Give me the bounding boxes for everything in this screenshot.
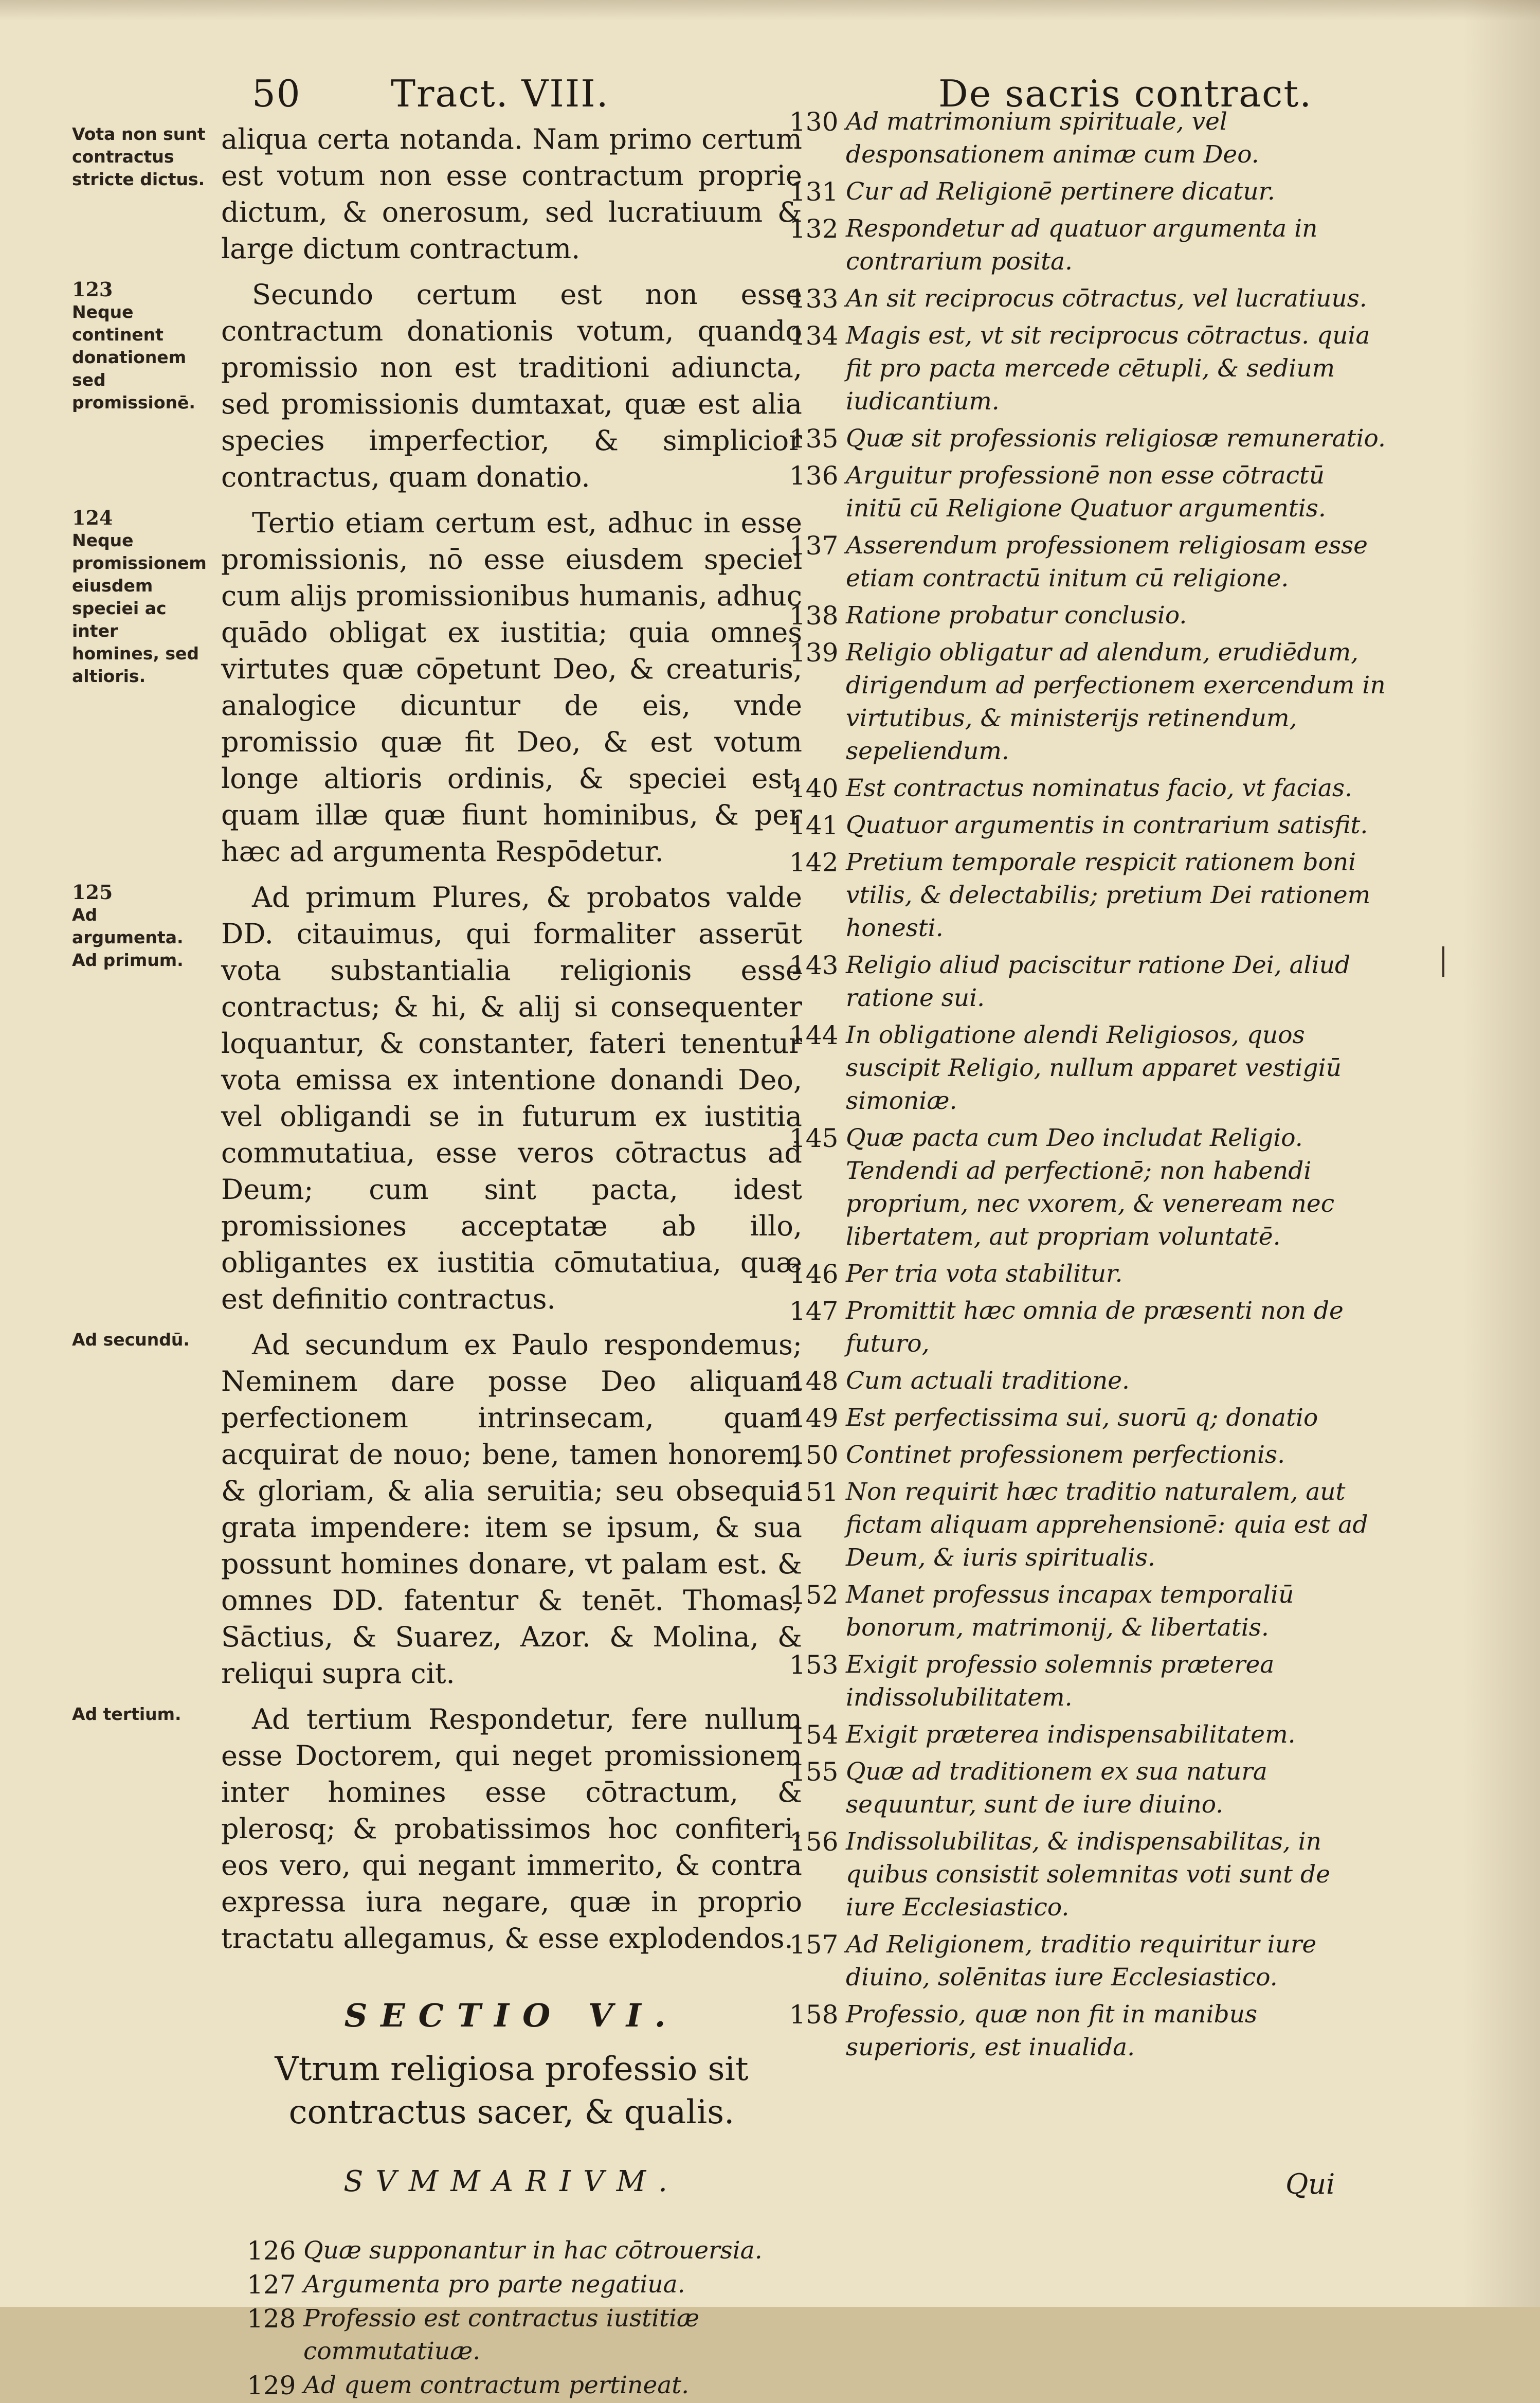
summary-item-number: 156 — [789, 1827, 839, 1857]
summary-item-text: In obligatione alendi Religiosos, quos suscipit Religio, nullum apparet vestigiū simoniæ. — [846, 1021, 1342, 1115]
paragraph — [72, 1701, 802, 1957]
summary-item — [789, 1295, 1386, 1360]
summary-item — [789, 1402, 1386, 1434]
summary-item-number: 151 — [789, 1477, 839, 1507]
summary-item-number: 135 — [789, 424, 839, 454]
summary-item-number: 150 — [789, 1440, 839, 1470]
margin-note-text: Ad secundū. — [72, 1330, 190, 1350]
summary-item — [789, 422, 1386, 455]
summary-item-text: Indissolubilitas, & indispensabilitas, in quibus consistit solemnitas voti sunt de iure Ecclesiastico. — [846, 1827, 1330, 1922]
right-column — [789, 105, 1386, 2068]
summary-item-text: Quæ ad traditionem ex sua natura sequuntur, sunt de iure diuino. — [846, 1758, 1267, 1819]
summary-item — [789, 1755, 1386, 1821]
summary-item-number: 128 — [247, 2304, 296, 2334]
summary-item-number: 139 — [789, 638, 839, 668]
margin-note — [72, 507, 211, 688]
summary-item-text: Ad Religionem, traditio requiritur iure diuino, solēnitas iure Ecclesiastico. — [846, 1930, 1317, 1992]
summary-item-number: 127 — [247, 2270, 296, 2300]
paragraph-text: Ad tertium Respondetur, fere nullum esse Doctorem, qui neget promissionem inter homines esse cōtractum, & plerosq; & probatissimos hoc confiteri, eos vero, qui negant immerito, & contra expressa iura negare, quæ in proprio tractatu allegamus, & esse explodendos. — [221, 1703, 802, 1954]
summary-item — [789, 1476, 1386, 1574]
margin-note — [72, 1703, 211, 1726]
margin-note — [72, 1329, 211, 1351]
summary-item — [789, 529, 1386, 595]
margin-note-text: Ad tertium. — [72, 1704, 182, 1724]
summary-item-number: 143 — [789, 951, 839, 980]
page-top-shadow — [0, 0, 1540, 21]
summary-item-text: Professio est contractus iustitiæ commutatiuæ. — [303, 2304, 700, 2365]
margin-number: 123 — [72, 278, 113, 301]
summary-item-number: 149 — [789, 1403, 839, 1433]
summary-item-text: Exigit professio solemnis præterea indissolubilitatem. — [846, 1651, 1275, 1712]
summary-item-number: 144 — [789, 1020, 839, 1050]
summary-item — [247, 2302, 802, 2368]
paragraph-text: Ad secundum ex Paulo respondemus; Neminem dare posse Deo aliquam perfectionem intrinsecam, quam acquirat de nouo; bene, tamen honorem, & gloriam, & alia seruitia; seu obsequia grata impendere: item se ipsum, & sua possunt homines donare, vt palam est. & omnes DD. fatentur & tenēt. Thomas, Sāctius, & Suarez, Azor. & Molina, & reliqui supra cit. — [221, 1329, 802, 1690]
margin-note-text: Neque continent donationem sed promissionē. — [72, 302, 195, 413]
summary-item-text: Ad quem contractum pertineat. — [303, 2371, 690, 2399]
summary-item-number: 145 — [789, 1123, 839, 1153]
margin-note — [72, 123, 211, 191]
summary-item — [789, 772, 1386, 805]
summary-item-text: Ratione probatur conclusio. — [846, 601, 1187, 630]
summary-item — [789, 1718, 1386, 1751]
margin-number: 124 — [72, 506, 113, 529]
running-head-right: De sacris contract. — [938, 72, 1313, 115]
summary-item — [247, 2234, 802, 2267]
summary-heading: SVMMARIVM. — [343, 2165, 680, 2198]
summary-item-number: 152 — [789, 1580, 839, 1610]
summary-item-number: 158 — [789, 2000, 839, 2030]
paragraph-text: Ad primum Plures, & probatos valde DD. citauimus, qui formaliter asserūt vota substantialia religionis esse contractus; & hi, & alij si consequenter loquantur, & constanter, fateri tenentur vota emissa ex intentione donandi Deo, vel obligandi se in futurum ex iustitia commutatiua, esse veros cōtractus ad Deum; cum sint pacta, idest promissiones acceptatæ ab illo, obligantes ex iustitia cōmutatiua, quæ est definitio contractus. — [221, 881, 802, 1315]
summary-item-number: 132 — [789, 214, 839, 244]
summary-item-text: Exigit præterea indispensabilitatem. — [846, 1720, 1296, 1749]
section-heading: SECTIO VI. — [344, 1997, 679, 2034]
summary-item-text: Quæ pacta cum Deo includat Religio. Tendendi ad perfectionē; non habendi proprium, nec vxorem, & veneream nec libertatem, aut propriam voluntatē. — [846, 1124, 1335, 1251]
summary-item-text: Quæ supponantur in hac cōtrouersia. — [303, 2236, 763, 2265]
left-column — [72, 121, 802, 2403]
summary-item — [247, 2369, 802, 2402]
section-title: Vtrum religiosa professio sit contractus sacer, & qualis. — [275, 2050, 749, 2131]
summary-item-text: An sit reciprocus cōtractus, vel lucratiuus. — [846, 284, 1367, 313]
summary-item — [789, 599, 1386, 632]
summary-item-text: Magis est, vt sit reciprocus cōtractus. quia fit pro pacta mercede cētupli, & sedium iudicantium. — [846, 321, 1370, 416]
summary-item-text: Quæ sit professionis religiosæ remuneratio. — [846, 424, 1386, 453]
margin-note-text: Neque promissionem eiusdem speciei ac inter homines, sed altioris. — [72, 530, 207, 686]
summary-item-number: 141 — [789, 811, 839, 840]
summary-item — [789, 636, 1386, 768]
summary-item-text: Arguitur professionē non esse cōtractū initū cū Religione Quatuor argumentis. — [846, 461, 1326, 523]
summary-item — [789, 1928, 1386, 1994]
summary-item — [789, 1648, 1386, 1714]
summary-item-text: Religio obligatur ad alendum, erudiēdum, dirigendum ad perfectionem exercendum in virtutibus, & ministerijs retinendum, sepeliendum. — [846, 638, 1386, 765]
margin-mark — [1442, 946, 1465, 977]
summary-item — [789, 949, 1386, 1015]
summary-item — [789, 809, 1386, 842]
summary-item-number: 129 — [247, 2371, 296, 2400]
summary-item-number: 130 — [789, 107, 839, 137]
summary-item-text: Per tria vota stabilitur. — [846, 1260, 1123, 1288]
paragraph — [72, 276, 802, 495]
summary-item-text: Professio, quæ non fit in manibus superioris, est inualida. — [846, 2000, 1258, 2061]
summary-item-number: 157 — [789, 1930, 839, 1960]
summary-item — [789, 1998, 1386, 2064]
summary-item-number: 131 — [789, 177, 839, 207]
summary-item — [789, 1019, 1386, 1118]
summary-item-text: Promittit hæc omnia de præsenti non de futuro, — [846, 1297, 1344, 1358]
summary-item-number: 147 — [789, 1296, 839, 1326]
summary-item-text: Cur ad Religionē pertinere dicatur. — [846, 177, 1275, 206]
margin-note-text: Vota non sunt contractus stricte dictus. — [72, 124, 206, 189]
summary-item-number: 142 — [789, 848, 839, 877]
summary-item-number: 155 — [789, 1757, 839, 1787]
summary-item — [789, 1825, 1386, 1924]
summary-item-text: Quatuor argumentis in contrarium satisfit. — [846, 811, 1368, 839]
summary-item-text: Respondetur ad quatuor argumenta in contrarium posita. — [846, 214, 1318, 276]
summary-item-text: Asserendum professionem religiosam esse etiam contractū initum cū religione. — [846, 531, 1368, 593]
paragraph — [72, 879, 802, 1317]
margin-note-text: Ad argumenta. Ad primum. — [72, 905, 184, 970]
page-number: 50 — [252, 72, 301, 115]
summary-item-text: Non requirit hæc traditio naturalem, aut fictam aliquam apprehensionē: quia est ad Deum, & iuris spiritualis. — [846, 1478, 1368, 1572]
summary-item-text: Religio aliud paciscitur ratione Dei, aliud ratione sui. — [846, 951, 1351, 1012]
summary-item-number: 153 — [789, 1650, 839, 1680]
summary-item-number: 140 — [789, 774, 839, 803]
summary-item-number: 137 — [789, 531, 839, 561]
summary-item — [789, 105, 1386, 171]
summary-item-number: 148 — [789, 1366, 839, 1396]
summary-item-number: 154 — [789, 1720, 839, 1750]
summary-item-number: 146 — [789, 1259, 839, 1289]
summary-item — [789, 1365, 1386, 1397]
summary-item-text: Manet professus incapax temporaliū bonorum, matrimonij, & libertatis. — [846, 1581, 1294, 1642]
summary-item — [789, 846, 1386, 945]
margin-note — [72, 278, 211, 414]
summary-list — [72, 2234, 802, 2402]
summary-item-number: 134 — [789, 321, 839, 351]
catchword: Qui — [1285, 2168, 1335, 2200]
summary-item-number: 138 — [789, 601, 839, 631]
paragraph-text: Secundo certum est non esse contractum donationis votum, quando promissio non est traditioni adiuncta, sed promissionis dumtaxat, quæ est alia species imperfectior, & simplicior contractus, quam donatio. — [221, 278, 802, 493]
paragraph — [72, 121, 802, 267]
summary-item-number: 133 — [789, 284, 839, 314]
summary-item-text: Pretium temporale respicit rationem boni vtilis, & delectabilis; pretium Dei rationem honesti. — [846, 848, 1371, 942]
summary-item-text: Est perfectissima sui, suorū q; donatio — [846, 1404, 1318, 1432]
summary-item-text: Argumenta pro parte negatiua. — [303, 2270, 685, 2299]
summary-item-text: Continet professionem perfectionis. — [846, 1441, 1285, 1469]
paragraph — [72, 1326, 802, 1692]
summary-item — [789, 212, 1386, 278]
margin-number: 125 — [72, 881, 113, 904]
paragraph-text: aliqua certa notanda. Nam primo certum est votum non esse contractum proprie dictum, & onerosum, sed lucratiuum & large dictum contractum. — [221, 123, 802, 265]
summary-item — [789, 1579, 1386, 1644]
paragraph — [72, 505, 802, 870]
summary-item — [789, 175, 1386, 208]
summary-item — [789, 319, 1386, 418]
summary-item-text: Cum actuali traditione. — [846, 1367, 1130, 1395]
summary-item — [789, 1122, 1386, 1253]
summary-item-number: 136 — [789, 461, 839, 491]
summary-item — [789, 1258, 1386, 1290]
page-gutter-shadow — [1463, 0, 1540, 2307]
running-head-left: Tract. VIII. — [391, 72, 609, 115]
summary-item — [247, 2268, 802, 2301]
summary-item — [789, 1439, 1386, 1472]
summary-item-text: Ad matrimonium spirituale, vel desponsationem animæ cum Deo. — [846, 107, 1259, 169]
summary-item — [789, 282, 1386, 315]
paragraph-text: Tertio etiam certum est, adhuc in esse promissionis, nō esse eiusdem speciei cum alijs promissionibus humanis, adhuc quādo obligat ex iustitia; quia omnes virtutes quæ cōpetunt Deo, & creaturis, analogice dicuntur de eis, vnde promissio quæ fit Deo, & est votum longe altioris ordinis, & speciei est, quam illæ quæ fiunt hominibus, & per hæc ad argumenta Respōdetur. — [221, 507, 802, 868]
summary-item — [789, 459, 1386, 525]
summary-item-text: Est contractus nominatus facio, vt facias. — [846, 774, 1352, 802]
summary-item-number: 126 — [247, 2236, 296, 2266]
margin-note — [72, 881, 211, 972]
